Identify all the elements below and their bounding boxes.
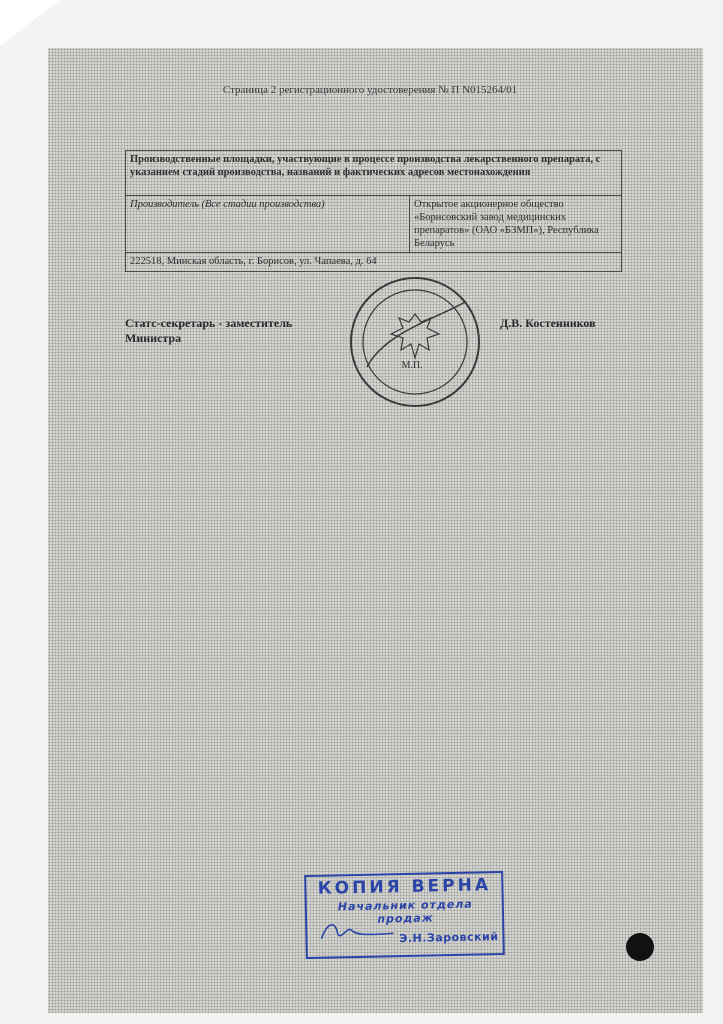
folded-corner	[0, 0, 60, 46]
signatory-name: Д.В. Костенников	[500, 316, 596, 330]
stamp-name: Э.Н.Заровский	[399, 930, 499, 946]
manufacturer-organization: Открытое акционерное общество «Борисовский завод медицинских препаратов» (ОАО «БЗМП»), Республика Беларусь	[410, 196, 622, 253]
stamp-subtitle: Начальник отдела продаж	[337, 897, 473, 926]
signatory-position: Статс-секретарь - заместитель Министра	[125, 316, 293, 345]
table-row	[126, 151, 622, 196]
table-row	[126, 196, 622, 253]
official-seal-icon	[345, 272, 485, 412]
table-heading: Производственные площадки, участвующие в процессе производства лекарственного препарата, с указанием стадий производства, названий и фактических адресов местонахождения	[126, 151, 622, 196]
certified-copy-stamp	[304, 871, 505, 959]
seal-label: М.П.	[401, 360, 423, 371]
production-sites-table	[125, 150, 622, 272]
manufacturer-role: Производитель (Все стадии производства)	[126, 196, 410, 253]
punch-hole	[626, 933, 654, 961]
manufacturer-address: 222518, Минская область, г. Борисов, ул. Чапаева, д. 64	[126, 253, 622, 272]
table-row	[126, 253, 622, 272]
handwritten-signature-icon	[317, 915, 398, 947]
stamp-title: КОПИЯ ВЕРНА	[317, 875, 492, 899]
page-header: Страница 2 регистрационного удостоверения № П N015264/01	[222, 84, 518, 96]
